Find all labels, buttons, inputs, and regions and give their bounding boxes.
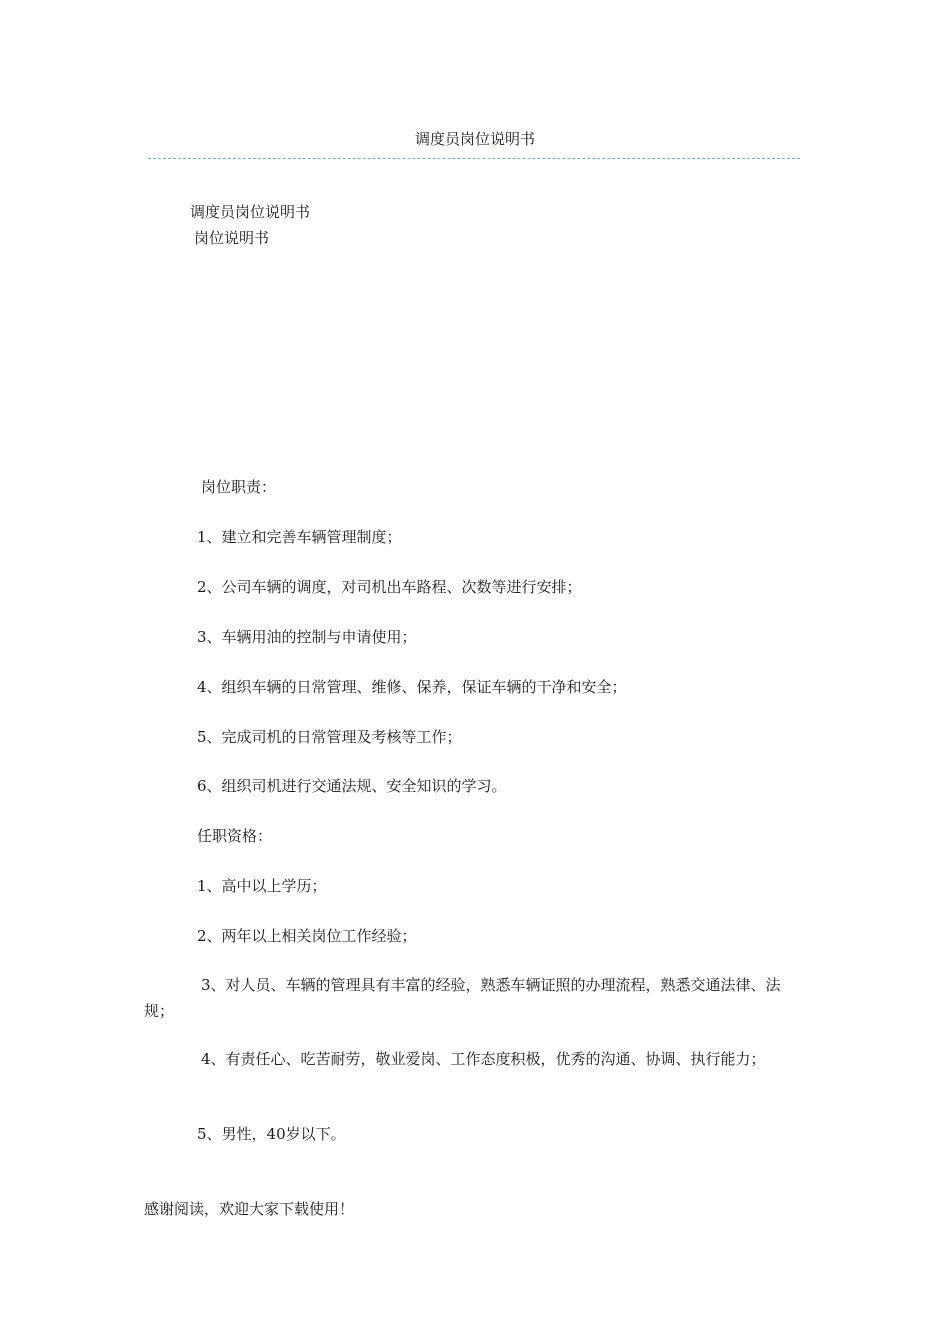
duty-item: 3、车辆用油的控制与申请使用； — [197, 628, 417, 646]
document-subtitle: 岗位说明书 — [194, 229, 270, 247]
qualification-item: 3、对人员、车辆的管理具有丰富的经验，熟悉车辆证照的办理流程，熟悉交通法律、法规； — [144, 976, 781, 1020]
document-title: 调度员岗位说明书 — [190, 203, 311, 221]
duty-item: 5、完成司机的日常管理及考核等工作； — [197, 728, 462, 746]
qualifications-heading: 任职资格： — [197, 827, 273, 845]
duty-item: 2、公司车辆的调度，对司机出车路程、次数等进行安排； — [197, 578, 582, 596]
header-title: 调度员岗位说明书 — [414, 130, 535, 148]
qualification-item: 1、高中以上学历； — [197, 877, 327, 895]
duties-heading: 岗位职责： — [201, 478, 277, 496]
duty-item: 1、建立和完善车辆管理制度； — [197, 528, 402, 546]
header-divider — [148, 158, 800, 159]
qualification-item: 4、有责任心、吃苦耐劳，敬业爱岗、工作态度积极，优秀的沟通、协调、执行能力； — [201, 1050, 766, 1068]
footer-note: 感谢阅读，欢迎大家下载使用！ — [144, 1200, 355, 1218]
qualification-item: 5、男性，40岁以下。 — [197, 1125, 346, 1143]
duty-item: 6、组织司机进行交通法规、安全知识的学习。 — [197, 777, 507, 795]
qualification-item: 2、两年以上相关岗位工作经验； — [197, 927, 417, 945]
duty-item: 4、组织车辆的日常管理、维修、保养，保证车辆的干净和安全； — [197, 678, 627, 696]
